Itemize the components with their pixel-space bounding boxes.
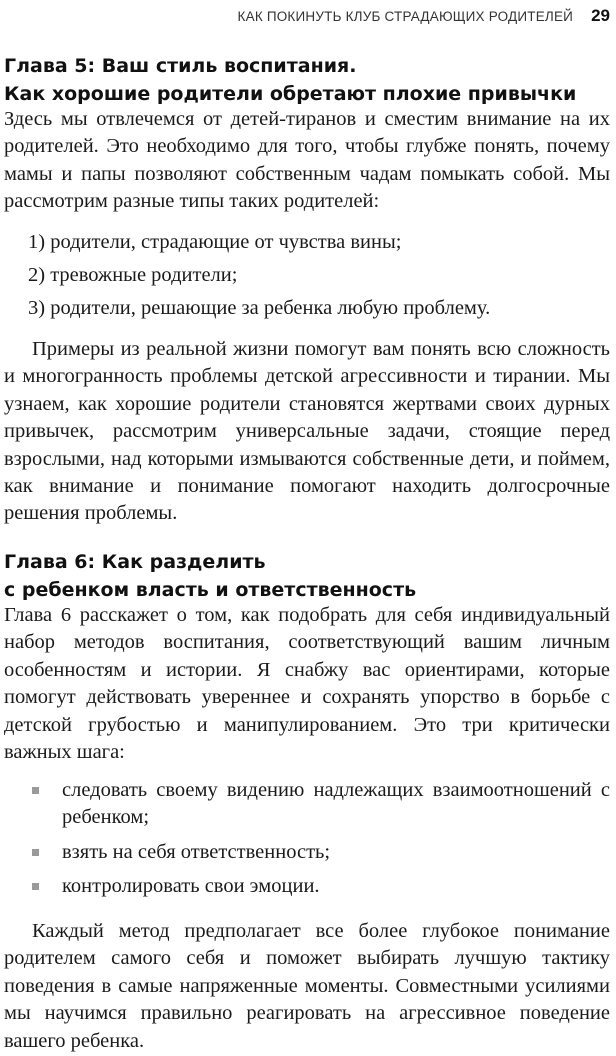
- chapter-6-heading: [4, 548, 416, 604]
- chapter-6-steps-list: [28, 777, 610, 908]
- square-bullet-icon: [32, 787, 39, 794]
- list-item: [28, 777, 610, 832]
- chapter-6-heading-line1: Глава 6: Как разделить: [4, 551, 266, 573]
- chapter-5-paragraph: Примеры из реальной жизни помогут вам понять всю сложность и многогранность проблемы детской агрессивности и тирании. Мы узнаем, как хорошие родители становятся жертвами своих дурных привычек, рассмотрим универсальные задачи, стоящие перед взрослыми, над которыми измываются собственные дети, и поймем, как внимание и понимание помогают находить долгосрочные решения проблемы.: [4, 338, 610, 525]
- square-bullet-icon: [32, 849, 39, 856]
- list-item: [28, 839, 610, 866]
- running-title: КАК ПОКИНУТЬ КЛУБ СТРАДАЮЩИХ РОДИТЕЛЕЙ: [237, 9, 574, 24]
- list-item: 1) родители, страдающие от чувства вины;: [28, 231, 402, 253]
- chapter-6-paragraph: Каждый метод предполагает все более глубокое понимание родителем самого себя и поможет выбирать лучшую тактику поведения в самые напряженные моменты. Совместными усилиями мы научимся правильно реагировать на агрессивное поведение вашего ребенка.: [4, 920, 610, 1052]
- list-item-text: контролировать свои эмоции.: [62, 875, 320, 898]
- square-bullet-icon: [32, 883, 39, 890]
- chapter-6-intro: Глава 6 расскажет о том, как подобрать для себя индивидуальный набор методов воспитания, соответствующий вашим личным особенностям и истории. Я снабжу вас ориентирами, которые помогут действовать увереннее и сохранять упорство в борьбе с детской грубостью и манипулированием. Это три критически важных шага:: [4, 604, 610, 764]
- list-item-text: следовать своему видению надлежащих взаимоотношений с ребенком;: [62, 779, 610, 829]
- running-head: [238, 6, 610, 26]
- chapter-5-heading-line1: Глава 5: Ваш стиль воспитания.: [4, 55, 357, 77]
- chapter-5-heading-line2: Как хорошие родители обретают плохие привычки: [4, 83, 577, 105]
- list-item-text: взять на себя ответственность;: [62, 840, 331, 863]
- chapter-5-heading: [4, 52, 576, 108]
- list-item: 3) родители, решающие за ребенка любую проблему.: [28, 297, 491, 319]
- list-item: 2) тревожные родители;: [28, 264, 238, 286]
- list-item: [28, 873, 610, 900]
- chapter-5-intro: Здесь мы отвлечемся от детей-тиранов и сместим внимание на их родителей. Это необходимо для того, чтобы глубже понять, почему мамы и папы позволяют собственным чадам помыкать собой. Мы рассмотрим разные типы таких родителей:: [4, 108, 610, 213]
- chapter-6-heading-line2: с ребенком власть и ответственность: [4, 579, 417, 601]
- chapter-5-parent-types-list: [28, 226, 608, 325]
- page-number: 29: [591, 6, 610, 25]
